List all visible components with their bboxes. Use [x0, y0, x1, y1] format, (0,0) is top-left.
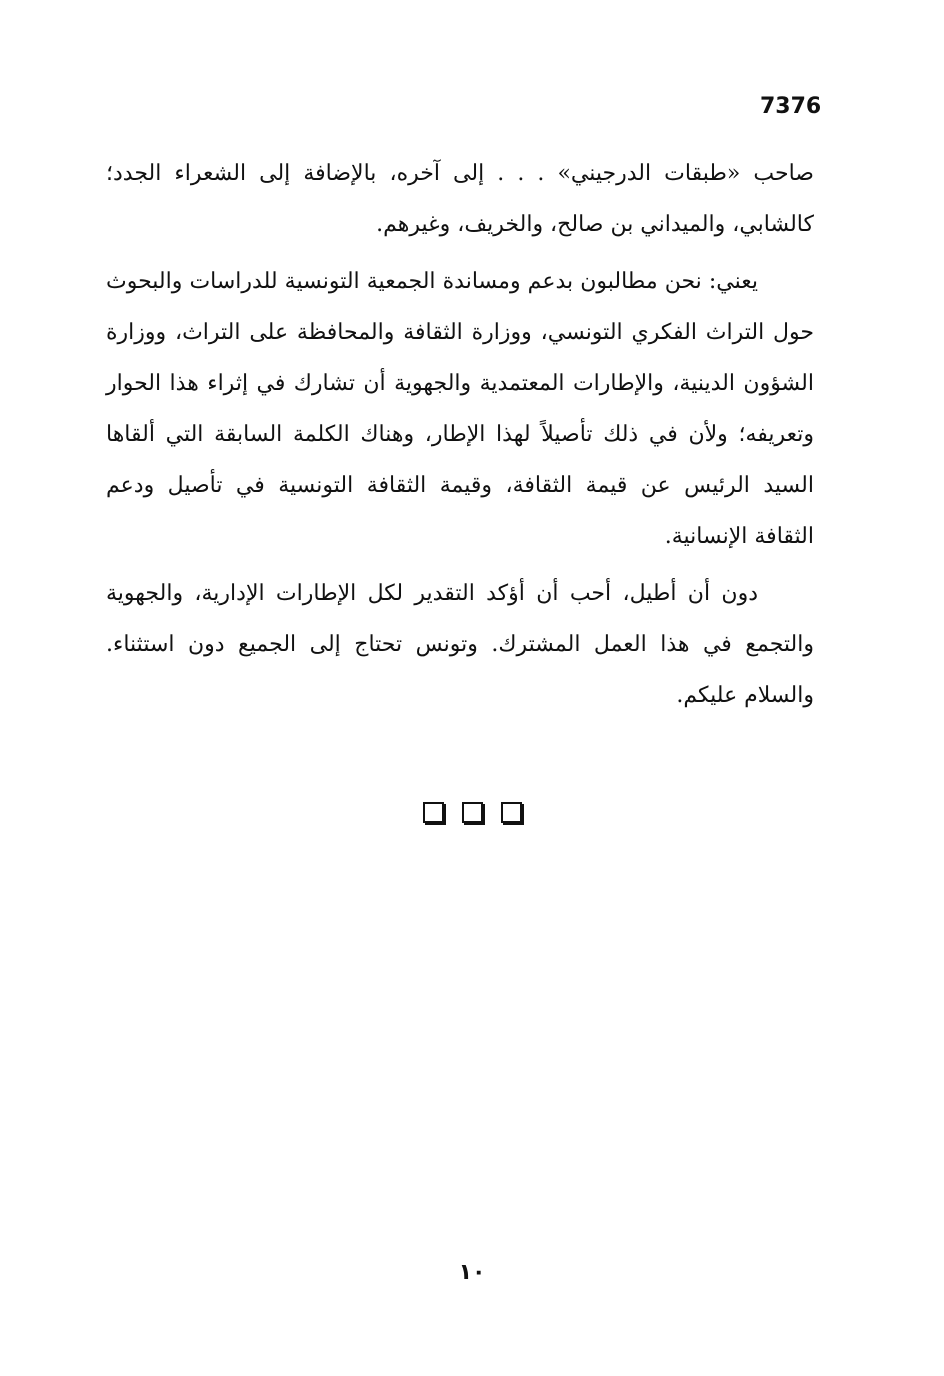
divider-box-icon: [501, 802, 522, 823]
paragraph-3: دون أن أطيل، أحب أن أؤكد التقدير لكل الإطارات الإدارية، والجهوية والتجمع في هذا العمل المشترك. وتونس تحتاج إلى الجميع دون استثناء. والسلام عليكم.: [106, 581, 814, 708]
paragraph-1: صاحب «طبقات الدرجيني» . . . إلى آخره، بالإضافة إلى الشعراء الجدد؛ كالشابي، والميداني بن صالح، والخريف، وغيرهم.: [106, 161, 814, 237]
section-divider-icon: [0, 802, 944, 823]
body-text: [106, 148, 814, 727]
paragraph-2: يعني: نحن مطالبون بدعم ومساندة الجمعية التونسية للدراسات والبحوث حول التراث الفكري التونسي، ووزارة الثقافة والمحافظة على التراث، ووزارة الشؤون الدينية، والإطارات المعتمدية والجهوية أن تشارك في إثراء هذا الحوار وتعريفه؛ ولأن في ذلك تأصيلاً لهذا الإطار، وهناك الكلمة السابقة التي ألقاها السيد الرئيس عن قيمة الثقافة، وقيمة الثقافة التونسية في تأصيل ودعم الثقافة الإنسانية.: [106, 269, 814, 549]
page-code: 7376: [760, 94, 822, 119]
divider-box-icon: [423, 802, 444, 823]
page-number: ١٠: [458, 1260, 486, 1285]
divider-box-icon: [462, 802, 483, 823]
